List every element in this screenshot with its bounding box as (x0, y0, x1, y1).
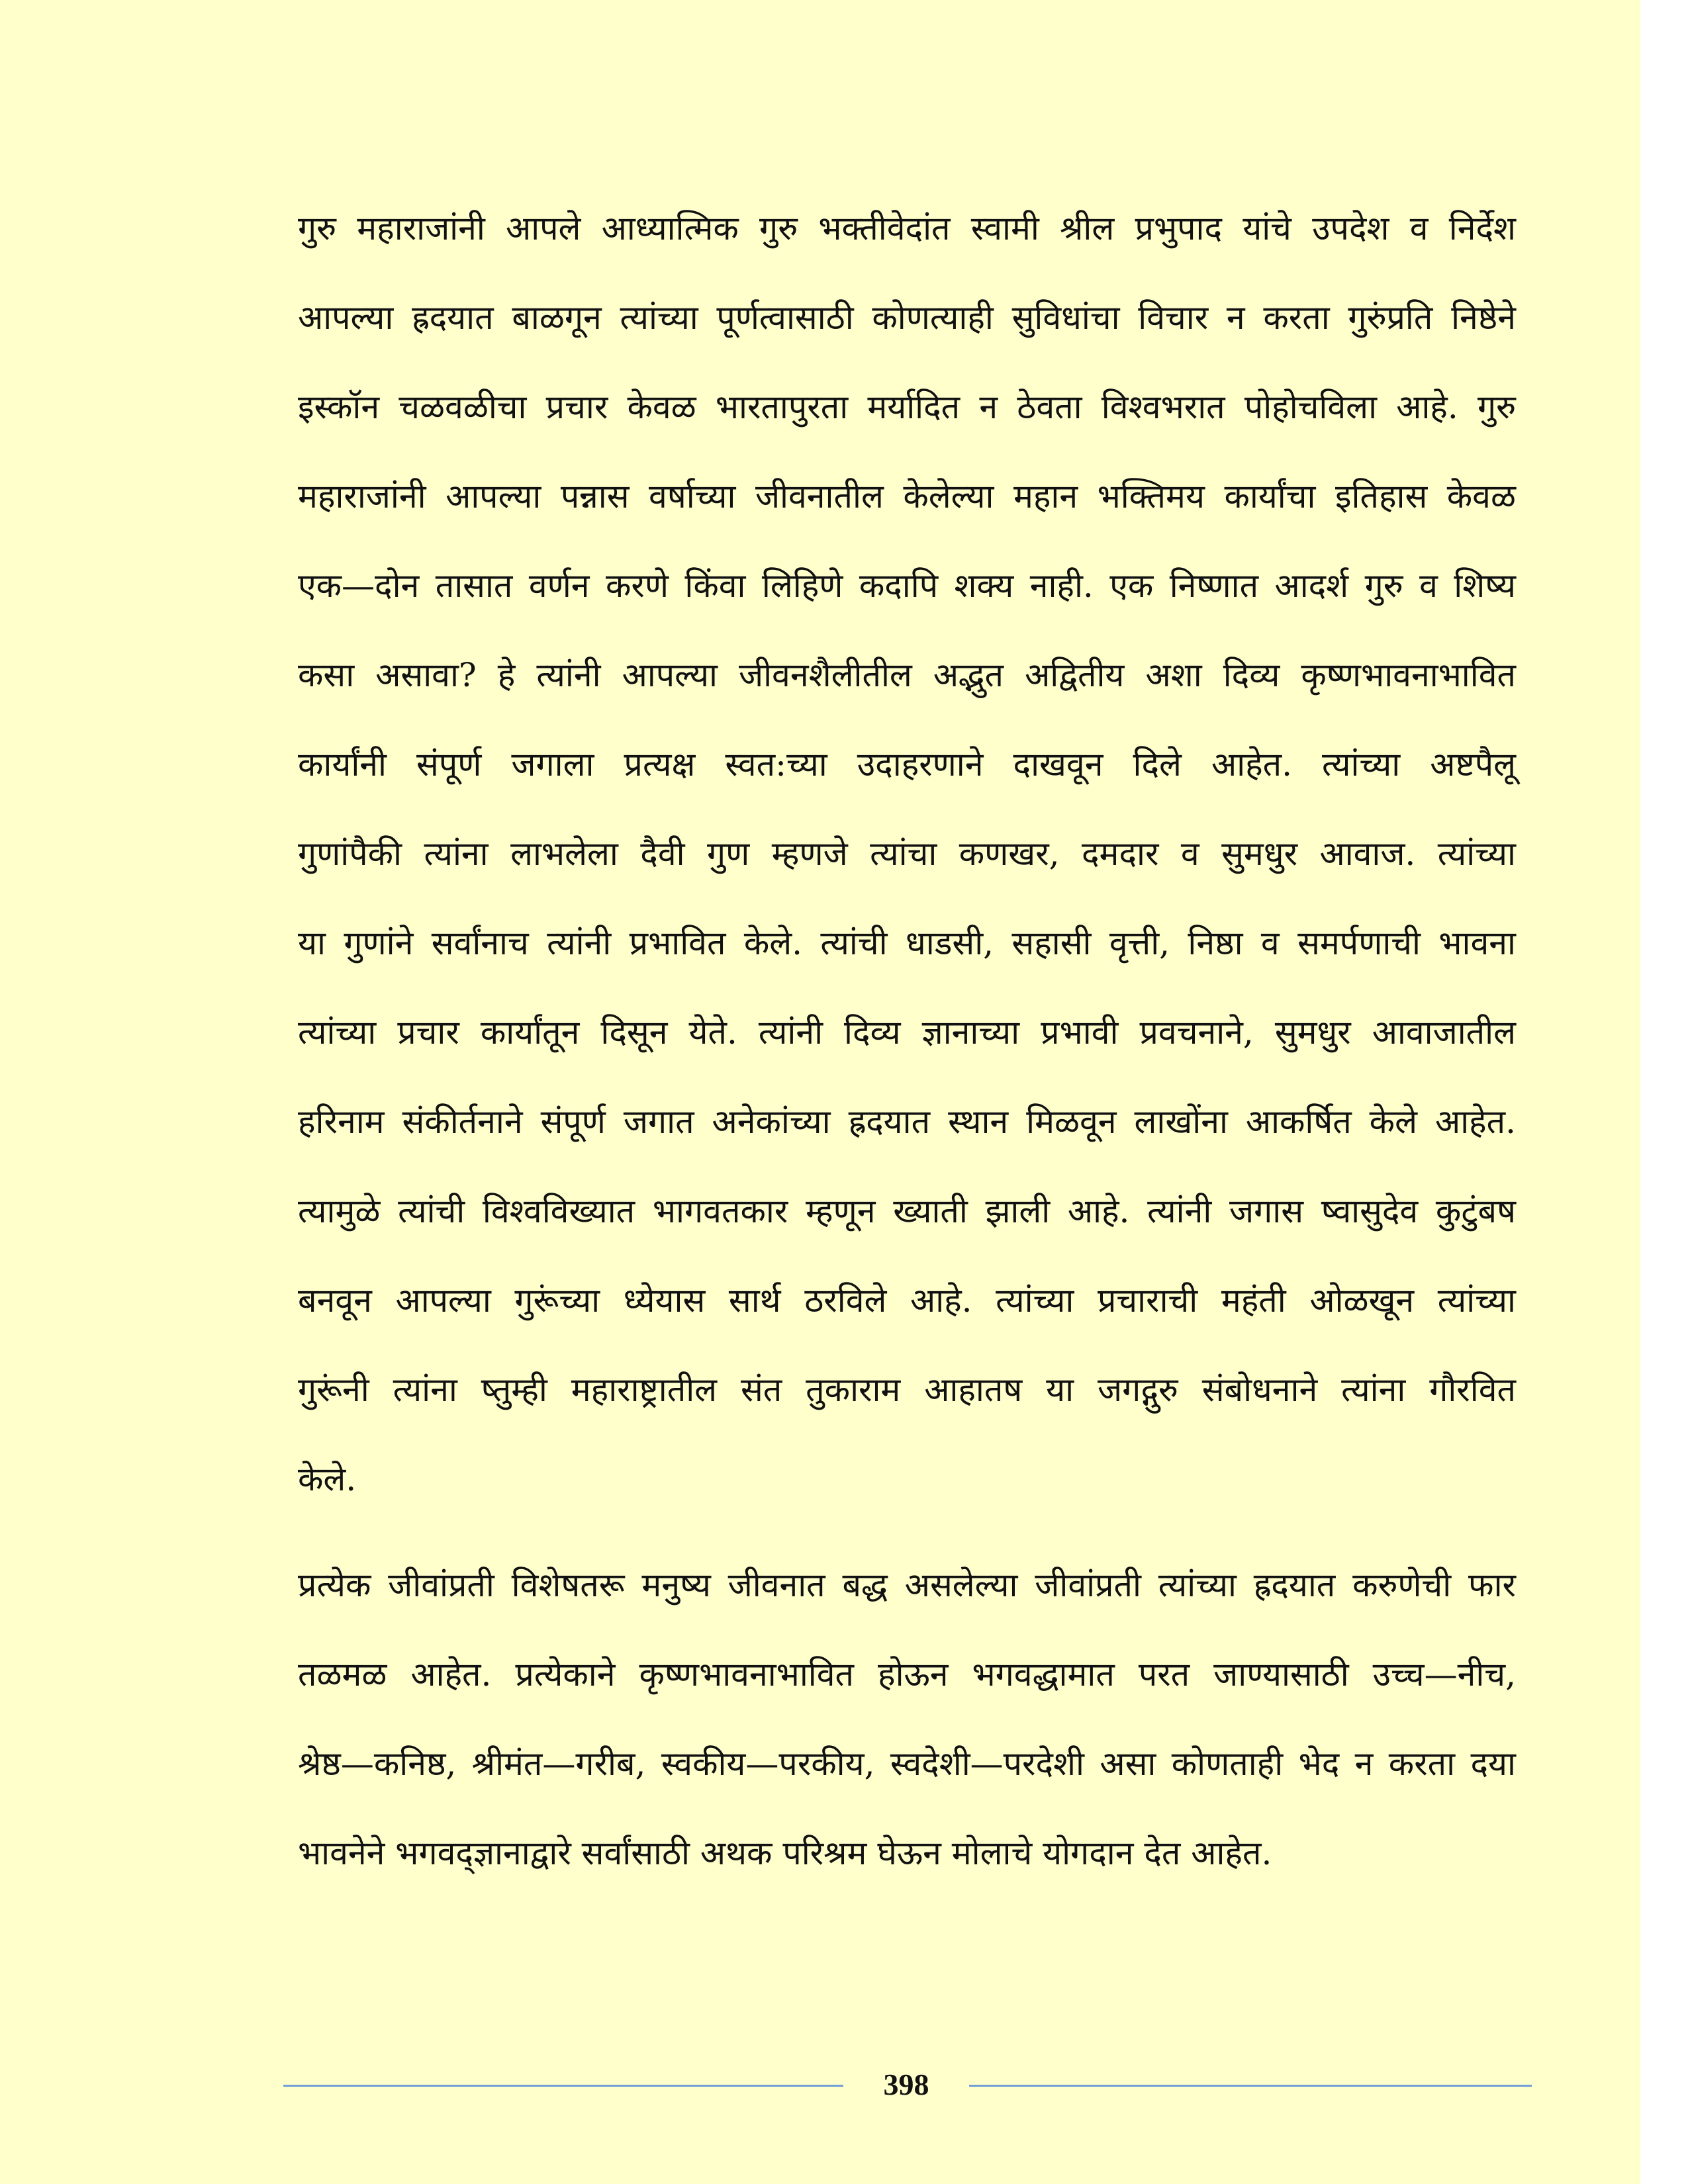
paragraph-2 (298, 1541, 1516, 1898)
text-line: गुरु महाराजांनी आपले आध्यात्मिक गुरु भक्तीवेदांत स्वामी श्रील प्रभुपाद यांचे उपदेश व निर्देश (298, 209, 1516, 248)
text-line: प्रत्येक जीवांप्रती विशेषतरू मनुष्य जीवनात बद्ध असलेल्या जीवांप्रती त्यांच्या ह्रदयात करुणेची फार (298, 1566, 1516, 1604)
footer-rule-right (969, 2085, 1532, 2087)
footer-rule-left (283, 2085, 843, 2087)
paragraph-1 (298, 184, 1516, 1524)
page-number: 398 (883, 2068, 929, 2101)
text-line: या गुणांने सर्वांनाच त्यांनी प्रभावित केले. त्यांची धाडसी, सहासी वृत्ती, निष्ठा व समर्पणाची भावना (298, 924, 1516, 962)
text-line: भावनेने भगवद्ज्ञानाद्वारे सर्वांसाठी अथक परिश्रम घेऊन मोलाचे योगदान देत आहेत. (298, 1834, 1272, 1872)
text-line: आपल्या ह्रदयात बाळगून त्यांच्या पूर्णत्वासाठी कोणत्याही सुविधांचा विचार न करता गुरुंप्रति निष्ठेने (298, 298, 1516, 337)
text-line: श्रेष्ठ—कनिष्ठ, श्रीमंत—गरीब, स्वकीय—परकीय, स्वदेशी—परदेशी असा कोणताही भेद न करता दया (298, 1745, 1516, 1783)
text-line: कसा असावा? हे त्यांनी आपल्या जीवनशैलीतील अद्भुत अद्वितीय अशा दिव्य कृष्णभावनाभावित (298, 656, 1516, 694)
text-line: इस्कॉन चळवळीचा प्रचार केवळ भारतापुरता मर्यादित न ठेवता विश्वभरात पोहोचविला आहे. गुरु (298, 388, 1516, 426)
text-line: एक—दोन तासात वर्णन करणे किंवा लिहिणे कदापि शक्य नाही. एक निष्णात आदर्श गुरु व शिष्य (298, 567, 1516, 605)
text-line: गुणांपैकी त्यांना लाभलेला दैवी गुण म्हणजे त्यांचा कणखर, दमदार व सुमधुर आवाज. त्यांच्या (298, 835, 1516, 873)
text-line: तळमळ आहेत. प्रत्येकाने कृष्णभावनाभावित होऊन भगवद्धामात परत जाण्यासाठी उच्च—नीच, (298, 1655, 1516, 1694)
text-line: केले. (298, 1460, 357, 1498)
text-line: त्यामुळे त्यांची विश्वविख्यात भागवतकार म्हणून ख्याती झाली आहे. त्यांनी जगास ष्वासुदेव कुटुंबष (298, 1192, 1516, 1230)
text-line: त्यांच्या प्रचार कार्यांतून दिसून येते. त्यांनी दिव्य ज्ञानाच्या प्रभावी प्रवचनाने, सुमधुर आवाजातील (298, 1013, 1516, 1052)
text-line: महाराजांनी आपल्या पन्नास वर्षाच्या जीवनातील केलेल्या महान भक्तिमय कार्यांचा इतिहास केवळ (298, 477, 1516, 516)
text-line: कार्यांनी संपूर्ण जगाला प्रत्यक्ष स्वत:च्या उदाहरणाने दाखवून दिले आहेत. त्यांच्या अष्टपैलू (298, 745, 1516, 784)
text-line: हरिनाम संकीर्तनाने संपूर्ण जगात अनेकांच्या ह्रदयात स्थान मिळवून लाखोंना आकर्षित केले आहेत. (298, 1103, 1516, 1141)
text-line: बनवून आपल्या गुरूंच्या ध्येयास सार्थ ठरविले आहे. त्यांच्या प्रचाराची महंती ओळखून त्यांच्या (298, 1281, 1516, 1320)
text-line: गुरूंनी त्यांना ष्तुम्ही महाराष्ट्रातील संत तुकाराम आहातष या जगद्गुरु संबोधनाने त्यांना गौरवित (298, 1371, 1516, 1409)
